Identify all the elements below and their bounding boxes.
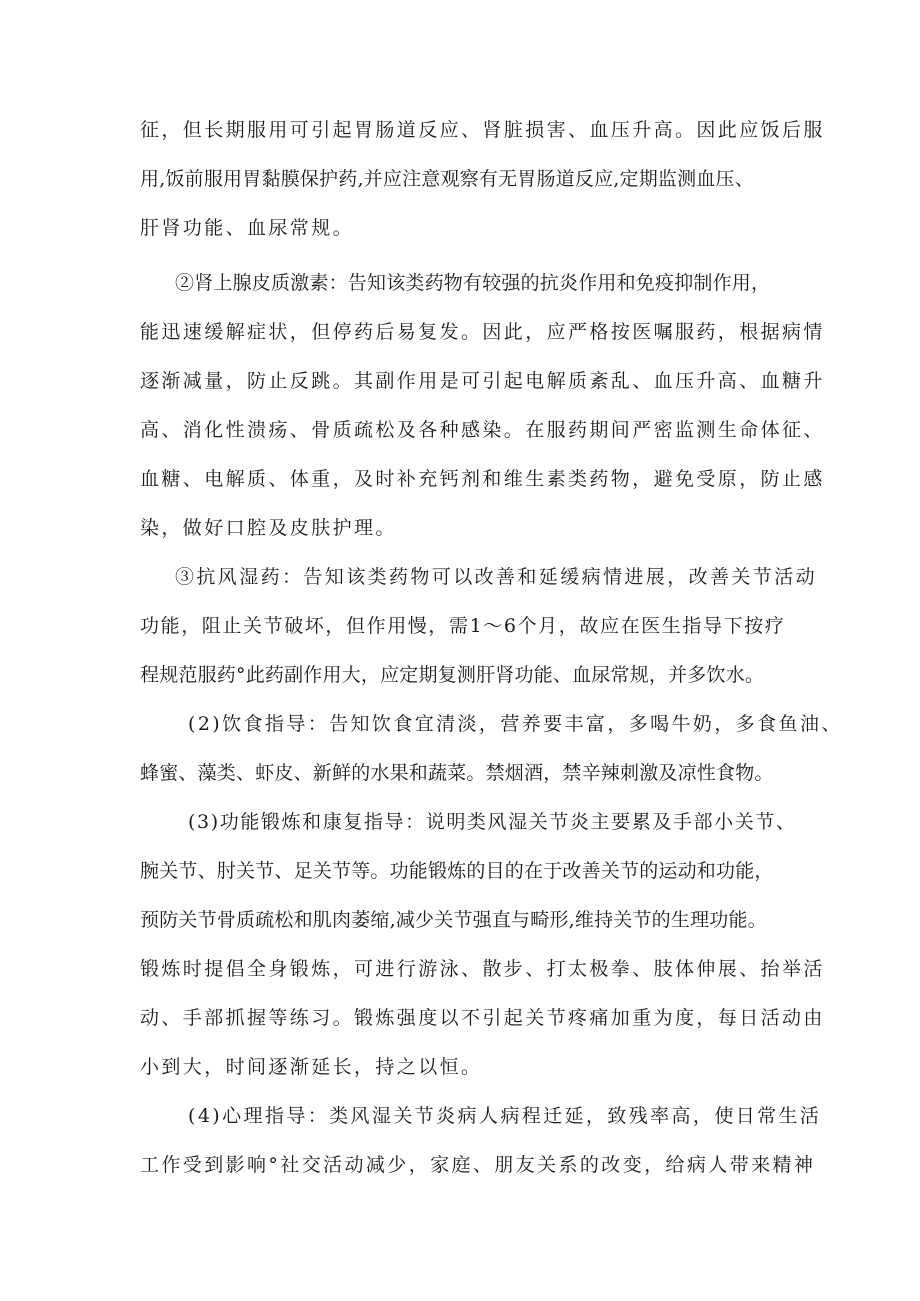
text-line: 征，但长期服用可引起胃肠道反应、肾脏损害、血压升高。因此应饭后服 xyxy=(140,119,825,141)
text-line: (2)饮食指导：告知饮食宜清淡，营养要丰富，多喝牛奶，多食鱼油、 xyxy=(188,713,843,735)
text-line: 动、手部抓握等练习。锻炼强度以不引起关节疼痛加重为度，每日活动由 xyxy=(140,1007,825,1029)
text-line: 程规范服药°此药副作用大，应定期复测肝肾功能、血尿常规，并多饮水。 xyxy=(140,664,765,686)
text-line: 高、消化性溃疡、骨质疏松及各种感染。在服药期间严密监测生命体征、 xyxy=(140,419,825,441)
text-line: 小到大，时间逐渐延长，持之以恒。 xyxy=(140,1056,483,1078)
text-line: 腕关节、肘关节、足关节等。功能锻炼的目的在于改善关节的运动和功能， xyxy=(140,860,774,882)
text-line: 逐渐减量，防止反跳。其副作用是可引起电解质紊乱、血压升高、血糖升 xyxy=(140,370,825,392)
text-line: 预防关节骨质疏松和肌肉萎缩,减少关节强直与畸形,维持关节的生理功能。 xyxy=(140,909,767,931)
text-line: (3)功能锻炼和康复指导：说明类风湿关节炎主要累及手部小关节、 xyxy=(188,811,797,833)
text-line: 蜂蜜、藻类、虾皮、新鲜的水果和蔬菜。禁烟酒，禁辛辣刺激及凉性食物。 xyxy=(140,762,774,784)
text-line: 血糖、电解质、体重，及时补充钙剂和维生素类药物，避免受原，防止感 xyxy=(140,468,825,490)
text-line: 用,饭前服用胃黏膜保护药,并应注意观察有无胃肠道反应,定期监测血压、 xyxy=(140,168,754,190)
text-line: 工作受到影响°社交活动减少，家庭、朋友关系的改变，给病人带来精神 xyxy=(140,1154,816,1176)
text-line: 功能，阻止关节破坏，但作用慢，需1～6个月，故应在医生指导下按疗 xyxy=(140,615,786,637)
text-line: 能迅速缓解症状，但停药后易复发。因此，应严格按医嘱服药，根据病情 xyxy=(140,321,825,343)
text-line: (4)心理指导：类风湿关节炎病人病程迁延，致残率高，使日常生活 xyxy=(188,1105,822,1127)
text-line: 染，做好口腔及皮肤护理。 xyxy=(140,517,397,539)
text-line: 锻炼时提倡全身锻炼，可进行游泳、散步、打太极拳、肢体伸展、抬举活 xyxy=(140,958,825,980)
text-line: ③抗风湿药：告知该类药物可以改善和延缓病情进展，改善关节活动 xyxy=(175,566,818,588)
text-line: ②肾上腺皮质激素：告知该类药物有较强的抗炎作用和免疫抑制作用， xyxy=(175,272,771,294)
text-line: 肝肾功能、血尿常规。 xyxy=(140,217,355,239)
